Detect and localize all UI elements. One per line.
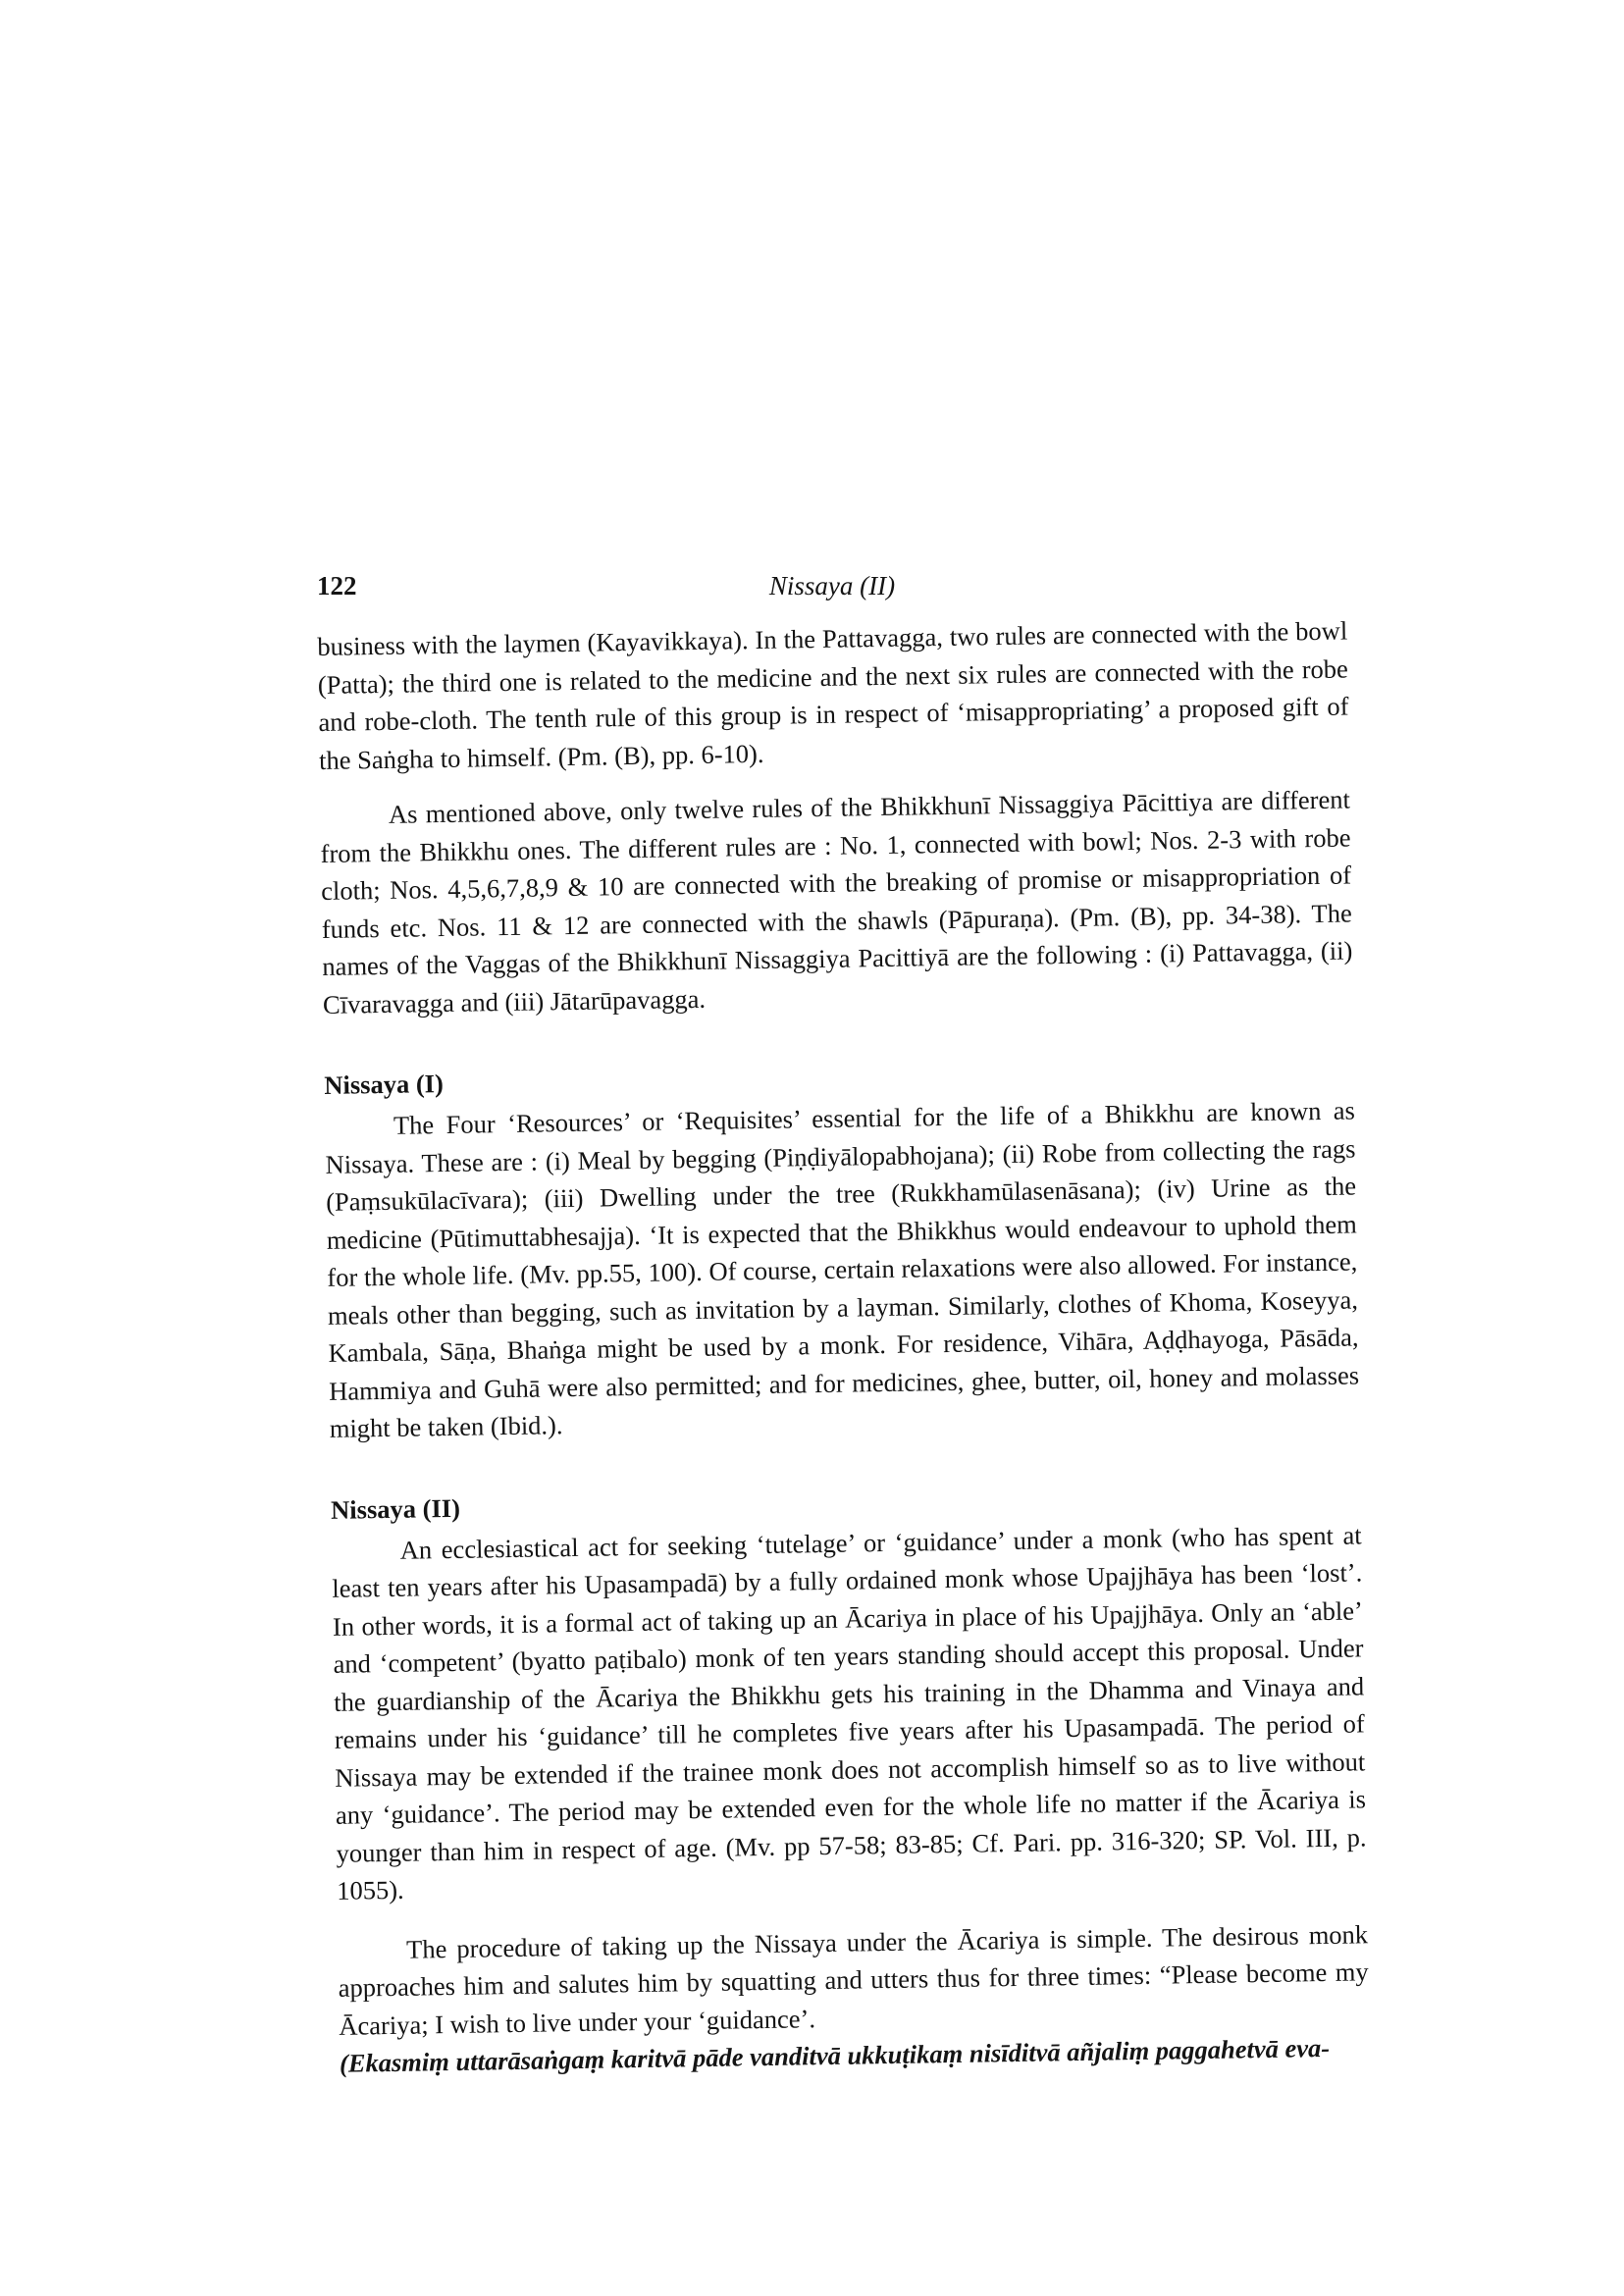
section-heading-nissaya-i: Nissaya (I) (324, 1069, 445, 1100)
page-number: 122 (317, 571, 357, 600)
paragraph-four-resources: The Four ‘Resources’ or ‘Requisites’ essential for the life of a Bhikkhu are known as Nissaya. These are : (i) Meal by begging (Piṇḍiyālopabhojana); (ii) Robe from collecting the rags (Paṃsukūlacīvara); (iii) Dwelling under the tree (Rukkhamūlasenāsana); (iv) Urine as the medicine (Pūtimuttabhesajja). ‘It is expected that the Bhikkhus would endeavour to uphold them for the whole life. (Mv. pp.55, 100). Of course, certain relaxations were also allowed. For instance, meals other than begging, such as invitation by a layman. Similarly, clothes of Khoma, Koseyya, Kambala, Sāṇa, Bhaṅga might be used by a monk. For residence, Vihāra, Aḍḍhayoga, Pāsāda, Hammiya and Guhā were also permitted; and for medicines, ghee, butter, oil, honey and molasses might be taken (Ibid.). (325, 1095, 1360, 1443)
page-body (317, 612, 1370, 2083)
running-title: Nissaya (II) (768, 571, 896, 600)
page-header (317, 571, 1347, 610)
paragraph-bhikkhuni-rules: As mentioned above, only twelve rules of the Bhikkhunī Nissaggiya Pācittiya are different from the Bhikkhu ones. The different rules are : No. 1, connected with bowl; Nos. 2-3 with robe cloth; Nos. 4,5,6,7,8,9 & 10 are connected with the breaking of promise or misappropriation of funds etc. Nos. 11 & 12 are connected with the shawls (Pāpuraṇa). (Pm. (B), pp. 34-38). The names of the Vaggas of the Bhikkhunī Nissaggiya Pacittiyā are the following : (i) Pattavagga, (ii) Cīvaravagga and (iii) Jātarūpavagga. (320, 784, 1353, 1019)
paragraph-ecclesiastical-act: An ecclesiastical act for seeking ‘tutelage’ or ‘guidance’ under a monk (who has spent at least ten years after his Upasampadā) by a fully ordained monk whose Upajjhāya has been ‘lost’. In other words, it is a formal act of taking up an Ācariya in place of his Upajjhāya. Only an ‘able’ and ‘competent’ (byatto paṭibalo) monk of ten years standing should accept this proposal. Under the guardianship of the Ācariya the Bhikkhu gets his training in the Dhamma and Vinaya and remains under his ‘guidance’ till he completes five years after his Upasampadā. The period of Nissaya may be extended if the trainee monk does not accomplish himself so as to live without any ‘guidance’. The period may be extended even for the whole life no matter if the Ācariya is younger than him in respect of age. (Mv. pp 57-58; 83-85; Cf. Pari. pp. 316-320; SP. Vol. III, p. 1055). (332, 1519, 1367, 1905)
paragraph-rules-summary: business with the laymen (Kayavikkaya). In the Pattavagga, two rules are connected with the bowl (Patta); the third one is related to the medicine and the next six rules are connected with the robe and robe-cloth. The tenth rule of this group is in respect of ‘misappropriating’ a proposed gift of the Saṅgha to himself. (Pm. (B), pp. 6-10). (317, 615, 1349, 775)
section-heading-nissaya-ii: Nissaya (II) (330, 1492, 461, 1525)
paragraph-procedure: The procedure of taking up the Nissaya under the Ācariya is simple. The desirous monk approaches him and salutes him by squatting and utters thus for three times: “Please become my Ācariya; I wish to live under your ‘guidance’. (338, 1918, 1369, 2041)
paragraph-pali-quote: (Ekasmiṃ uttarāsaṅgaṃ karitvā pāde vanditvā ukkuṭikaṃ nisīditvā añjaliṃ paggahetvā eva- (339, 2032, 1331, 2078)
